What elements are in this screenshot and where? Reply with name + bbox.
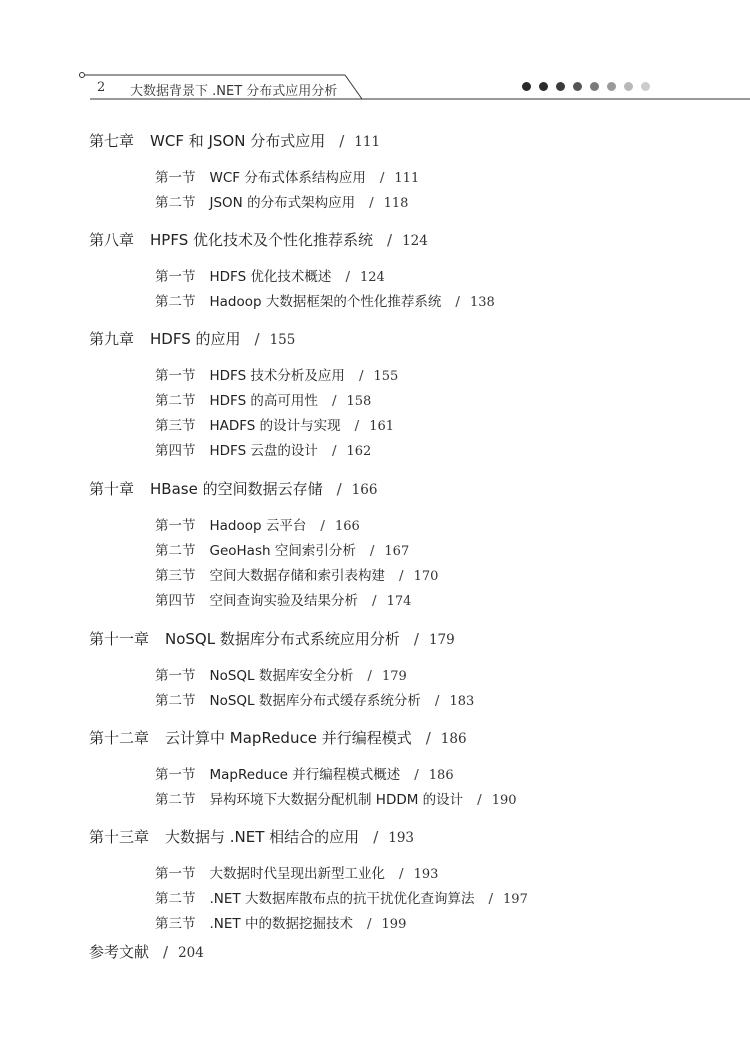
section-entry-title: JSON 的分布式架构应用: [209, 195, 356, 211]
section-entry-title: HDFS 云盘的设计: [209, 443, 318, 459]
section-entry-label: 第二节: [155, 543, 196, 559]
section-entry-label: 第二节: [155, 693, 196, 709]
separator: /: [163, 943, 169, 961]
section-entry-label: 第一节: [155, 170, 196, 186]
section-entry-title: HDFS 的高可用性: [209, 393, 318, 409]
header-dot: [539, 82, 548, 91]
separator: /: [369, 195, 374, 211]
section-entry-label: 第二节: [155, 294, 196, 310]
section-entry[interactable]: [155, 912, 406, 932]
header-dot: [522, 82, 531, 91]
separator: /: [345, 269, 350, 285]
separator: /: [331, 393, 337, 409]
separator: /: [488, 891, 494, 907]
section-entry-label: 第一节: [155, 866, 196, 882]
section-entry-label: 第三节: [155, 916, 196, 932]
chapter-entry[interactable]: [89, 130, 380, 151]
section-entry-title: Hadoop 大数据框架的个性化推荐系统: [209, 294, 442, 310]
section-entry[interactable]: [155, 763, 454, 783]
references-entry[interactable]: [89, 941, 204, 962]
section-entry-title: 空间查询实验及结果分析: [209, 593, 358, 609]
separator: /: [434, 693, 440, 709]
chapter-entry-page: 124: [402, 233, 428, 249]
separator: /: [373, 828, 379, 846]
section-entry[interactable]: [155, 887, 528, 907]
section-entry-page: 193: [413, 867, 439, 882]
section-entry-title: 异构环境下大数据分配机制 HDDM 的设计: [209, 792, 464, 808]
header-dot: [590, 82, 599, 91]
section-entry-page: 161: [369, 419, 395, 434]
section-entry-title: NoSQL 数据库分布式缓存系统分析: [209, 693, 421, 709]
header-dot: [624, 82, 633, 91]
chapter-entry-page: 166: [351, 482, 378, 498]
section-entry[interactable]: [155, 664, 407, 684]
header-dot: [641, 82, 650, 91]
references-label: 参考文献: [89, 943, 150, 961]
chapter-entry-page: 186: [440, 731, 467, 747]
section-entry-page: 118: [383, 196, 409, 211]
section-entry-label: 第一节: [155, 269, 196, 285]
separator: /: [387, 231, 393, 249]
section-entry-title: .NET 中的数据挖掘技术: [209, 916, 353, 932]
section-entry[interactable]: [155, 862, 438, 882]
separator: /: [477, 792, 482, 808]
separator: /: [455, 294, 460, 310]
separator: /: [358, 368, 364, 384]
chapter-entry-title: 大数据与 .NET 相结合的应用: [165, 828, 360, 846]
separator: /: [331, 443, 337, 459]
section-entry-page: 183: [449, 694, 475, 709]
separator: /: [413, 630, 419, 648]
section-entry-label: 第二节: [155, 195, 196, 211]
section-entry[interactable]: [155, 439, 371, 459]
section-entry-page: 158: [346, 394, 372, 409]
header-rule: [0, 0, 750, 110]
section-entry-page: 124: [360, 270, 385, 285]
section-entry-page: 166: [334, 519, 360, 534]
separator: /: [414, 767, 419, 783]
section-entry-label: 第二节: [155, 891, 196, 907]
running-header: [0, 0, 750, 110]
chapter-entry-page: 179: [428, 632, 455, 648]
chapter-entry-page: 155: [269, 332, 296, 348]
chapter-entry-label: 第十章: [89, 480, 135, 498]
separator: /: [425, 729, 431, 747]
separator: /: [366, 916, 372, 932]
section-entry-page: 138: [469, 295, 495, 310]
section-entry[interactable]: [155, 539, 409, 559]
separator: /: [367, 668, 372, 684]
separator: /: [254, 330, 260, 348]
separator: /: [339, 132, 345, 150]
section-entry-page: 111: [394, 171, 420, 186]
section-entry-page: 167: [384, 544, 410, 559]
header-dot: [607, 82, 616, 91]
section-entry[interactable]: [155, 191, 408, 211]
section-entry-title: 空间大数据存储和索引表构建: [209, 568, 385, 584]
section-entry-page: 197: [503, 892, 528, 907]
section-entry-label: 第二节: [155, 393, 196, 409]
separator: /: [369, 543, 375, 559]
section-entry-page: 186: [428, 768, 454, 783]
section-entry[interactable]: [155, 364, 398, 384]
section-entry[interactable]: [155, 389, 371, 409]
chapter-entry-title: WCF 和 JSON 分布式应用: [150, 132, 326, 150]
section-entry-label: 第一节: [155, 518, 196, 534]
chapter-entry-title: NoSQL 数据库分布式系统应用分析: [165, 630, 400, 648]
section-entry-page: 179: [381, 669, 407, 684]
chapter-entry-label: 第十二章: [89, 729, 150, 747]
section-entry-label: 第一节: [155, 767, 196, 783]
section-entry-title: HADFS 的设计与实现: [209, 418, 341, 434]
header-dot: [573, 82, 582, 91]
chapter-entry[interactable]: [89, 478, 377, 499]
section-entry-title: .NET 大数据库散布点的抗干扰优化查询算法: [209, 891, 475, 907]
section-entry[interactable]: [155, 265, 385, 285]
section-entry[interactable]: [155, 589, 411, 609]
chapter-entry-label: 第九章: [89, 330, 135, 348]
chapter-entry[interactable]: [89, 628, 455, 649]
chapter-entry-label: 第十一章: [89, 630, 150, 648]
section-entry-label: 第四节: [155, 593, 196, 609]
section-entry-page: 170: [413, 569, 439, 584]
section-entry[interactable]: [155, 514, 360, 534]
section-entry-label: 第三节: [155, 568, 196, 584]
section-entry-label: 第二节: [155, 792, 196, 808]
section-entry-title: NoSQL 数据库安全分析: [209, 668, 354, 684]
book-title: 大数据背景下 .NET 分布式应用分析: [130, 84, 338, 99]
separator: /: [399, 568, 404, 584]
section-entry-title: HDFS 优化技术概述: [209, 269, 332, 285]
section-entry[interactable]: [155, 290, 495, 310]
chapter-entry[interactable]: [89, 229, 428, 250]
separator: /: [354, 418, 360, 434]
section-entry[interactable]: [155, 166, 419, 186]
section-entry-page: 190: [491, 793, 517, 808]
chapter-entry[interactable]: [89, 826, 414, 847]
section-entry-title: GeoHash 空间索引分析: [209, 543, 356, 559]
header-dot: [556, 82, 565, 91]
section-entry-title: WCF 分布式体系结构应用: [209, 170, 366, 186]
section-entry-page: 162: [346, 444, 372, 459]
separator: /: [320, 518, 325, 534]
separator: /: [379, 170, 385, 186]
section-entry-page: 174: [386, 594, 412, 609]
section-entry-label: 第一节: [155, 368, 196, 384]
section-entry-title: MapReduce 并行编程模式概述: [209, 767, 401, 783]
chapter-entry-label: 第七章: [89, 132, 135, 150]
chapter-entry-page: 193: [388, 830, 415, 846]
separator: /: [336, 480, 342, 498]
section-entry-page: 155: [373, 369, 399, 384]
section-entry[interactable]: [155, 689, 474, 709]
chapter-entry-label: 第十三章: [89, 828, 150, 846]
section-entry-title: Hadoop 云平台: [209, 518, 307, 534]
section-entry-label: 第三节: [155, 418, 196, 434]
separator: /: [399, 866, 404, 882]
references-page: 204: [178, 945, 204, 961]
section-entry[interactable]: [155, 414, 394, 434]
separator: /: [372, 593, 377, 609]
section-entry-page: 199: [381, 917, 407, 932]
section-entry-title: 大数据时代呈现出新型工业化: [209, 866, 385, 882]
chapter-entry-title: HDFS 的应用: [150, 330, 241, 348]
chapter-entry-title: HPFS 优化技术及个性化推荐系统: [150, 231, 373, 249]
section-entry[interactable]: [155, 788, 517, 808]
section-entry-label: 第四节: [155, 443, 196, 459]
section-entry[interactable]: [155, 564, 438, 584]
section-entry-label: 第一节: [155, 668, 196, 684]
chapter-entry[interactable]: [89, 328, 295, 349]
section-entry-title: HDFS 技术分析及应用: [209, 368, 345, 384]
chapter-entry-title: HBase 的空间数据云存储: [150, 480, 323, 498]
chapter-entry-page: 111: [354, 134, 381, 150]
chapter-entry-title: 云计算中 MapReduce 并行编程模式: [165, 729, 412, 747]
chapter-entry[interactable]: [89, 727, 467, 748]
page-number: 2: [97, 80, 106, 95]
chapter-entry-label: 第八章: [89, 231, 135, 249]
